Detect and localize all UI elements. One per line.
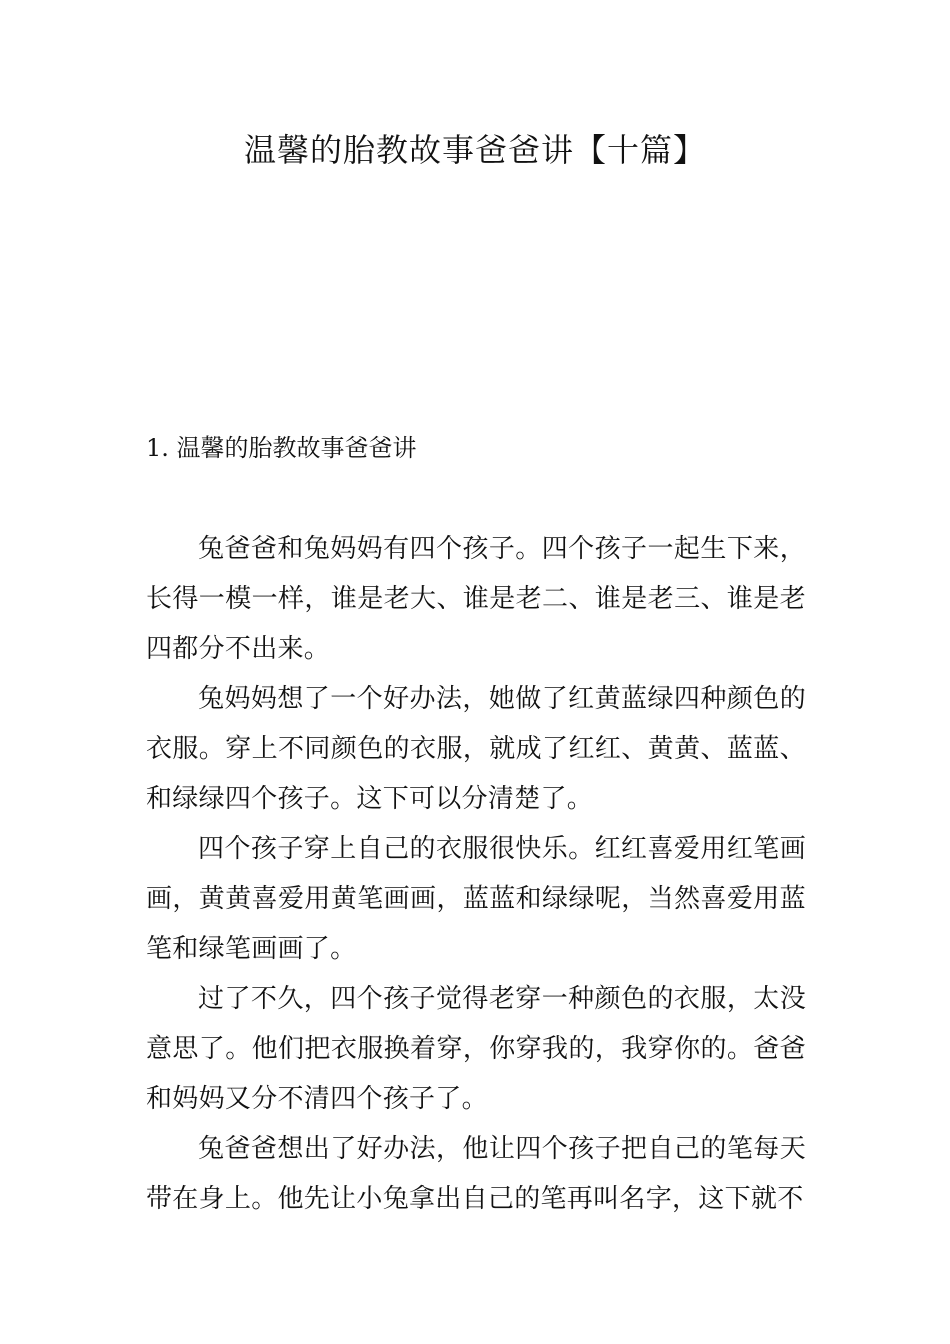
paragraph: 兔妈妈想了一个好办法，她做了红黄蓝绿四种颜色的衣服。穿上不同颜色的衣服，就成了红红、黄黄、蓝蓝、和绿绿四个孩子。这下可以分清楚了。 bbox=[146, 684, 806, 814]
story-body bbox=[146, 524, 806, 1224]
section-heading: 1. 温馨的胎教故事爸爸讲 bbox=[146, 434, 417, 462]
paragraph: 过了不久，四个孩子觉得老穿一种颜色的衣服，太没意思了。他们把衣服换着穿，你穿我的，我穿你的。爸爸和妈妈又分不清四个孩子了。 bbox=[146, 984, 806, 1114]
paragraph: 四个孩子穿上自己的衣服很快乐。红红喜爱用红笔画画，黄黄喜爱用黄笔画画，蓝蓝和绿绿呢，当然喜爱用蓝笔和绿笔画画了。 bbox=[146, 834, 806, 964]
paragraph: 兔爸爸和兔妈妈有四个孩子。四个孩子一起生下来，长得一模一样，谁是老大、谁是老二、谁是老三、谁是老四都分不出来。 bbox=[146, 534, 806, 664]
paragraph: 兔爸爸想出了好办法，他让四个孩子把自己的笔每天带在身上。他先让小兔拿出自己的笔再叫名字，这下就不 bbox=[146, 1134, 806, 1214]
document-title: 温馨的胎教故事爸爸讲【十篇】 bbox=[243, 131, 706, 169]
